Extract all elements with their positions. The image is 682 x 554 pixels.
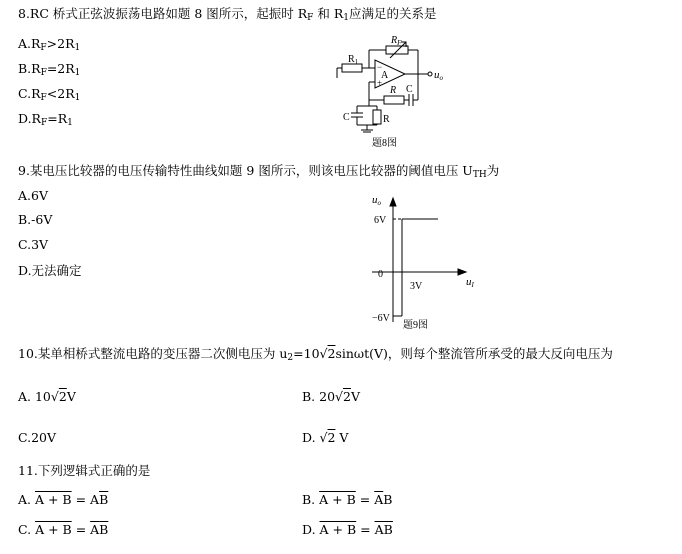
svg-text:R: R <box>383 114 390 125</box>
q11-option-d: D. A + B = AB <box>302 522 393 537</box>
svg-text:−: − <box>377 62 383 72</box>
svg-text:uo: uo <box>372 194 381 207</box>
svg-text:uo: uo <box>434 69 443 82</box>
q9-option-b: B.-6V <box>18 212 53 227</box>
q8-stem: 8.RC 桥式正弦波振荡电路如题 8 图所示，起振时 $R_F$ 和 $R_1$应满足的关系是 <box>18 6 437 23</box>
q11-option-a: A. $A + B = A\overline{B}$ <box>18 492 109 507</box>
q10-option-b: B. 20√2V <box>302 389 360 404</box>
svg-text:uI: uI <box>466 276 474 289</box>
q9-label-bottom: −6V <box>372 313 390 324</box>
svg-text:RF: $R_F$ <box>391 35 402 47</box>
q10-option-c: C.20V <box>18 430 57 445</box>
q8-option-c: $C.R_F<2R_1$ <box>18 86 81 103</box>
q9-figure-caption: 题9图 <box>403 320 428 331</box>
svg-text:R1: $R_1$ <box>348 54 359 66</box>
q10-option-d: D. √2 V <box>302 430 349 445</box>
q9-label-threshold: 3V <box>410 281 423 292</box>
q10-option-a: A. 10√2V <box>18 389 76 404</box>
svg-text:C: C <box>406 84 413 95</box>
op-amp-label: A <box>381 70 389 81</box>
q8-option-b: $B.R_F=2R_1$ <box>18 61 81 78</box>
q8-figure-caption: 题8图 <box>372 138 397 149</box>
svg-text:R: R <box>390 85 397 96</box>
q9-label-top: 6V <box>374 215 387 226</box>
q10-stem: 10.某单相桥式整流电路的变压器二次侧电压为 $u_2=10√2\sin\omega t(V)$，则每个整流管所承受的最大反向电压为 <box>18 346 613 363</box>
q9-label-origin: 0 <box>378 269 383 280</box>
q8-option-a: $A.R_F>2R_1$ <box>18 36 81 53</box>
q11-option-c: C. $A + B = \overline{A}\overline{B}$ <box>18 522 109 537</box>
svg-text:C: C <box>343 112 350 123</box>
q9-option-c: C.3V <box>18 237 49 252</box>
q8-option-d: $D.R_F=R_1$ <box>18 111 73 128</box>
q11-stem: 11.下列逻辑式正确的是 <box>18 463 151 478</box>
q9-stem: 9.某电压比较器的电压传输特性曲线如题 9 图所示，则该电压比较器的阈值电压 $U_{TH}$为 <box>18 163 500 180</box>
q9-option-a: A.6V <box>18 188 48 203</box>
q9-option-d: D.无法确定 <box>18 263 82 278</box>
svg-text:+: + <box>377 78 383 88</box>
q11-option-b: B. $A + B = \overline{A}B$ <box>302 492 393 507</box>
